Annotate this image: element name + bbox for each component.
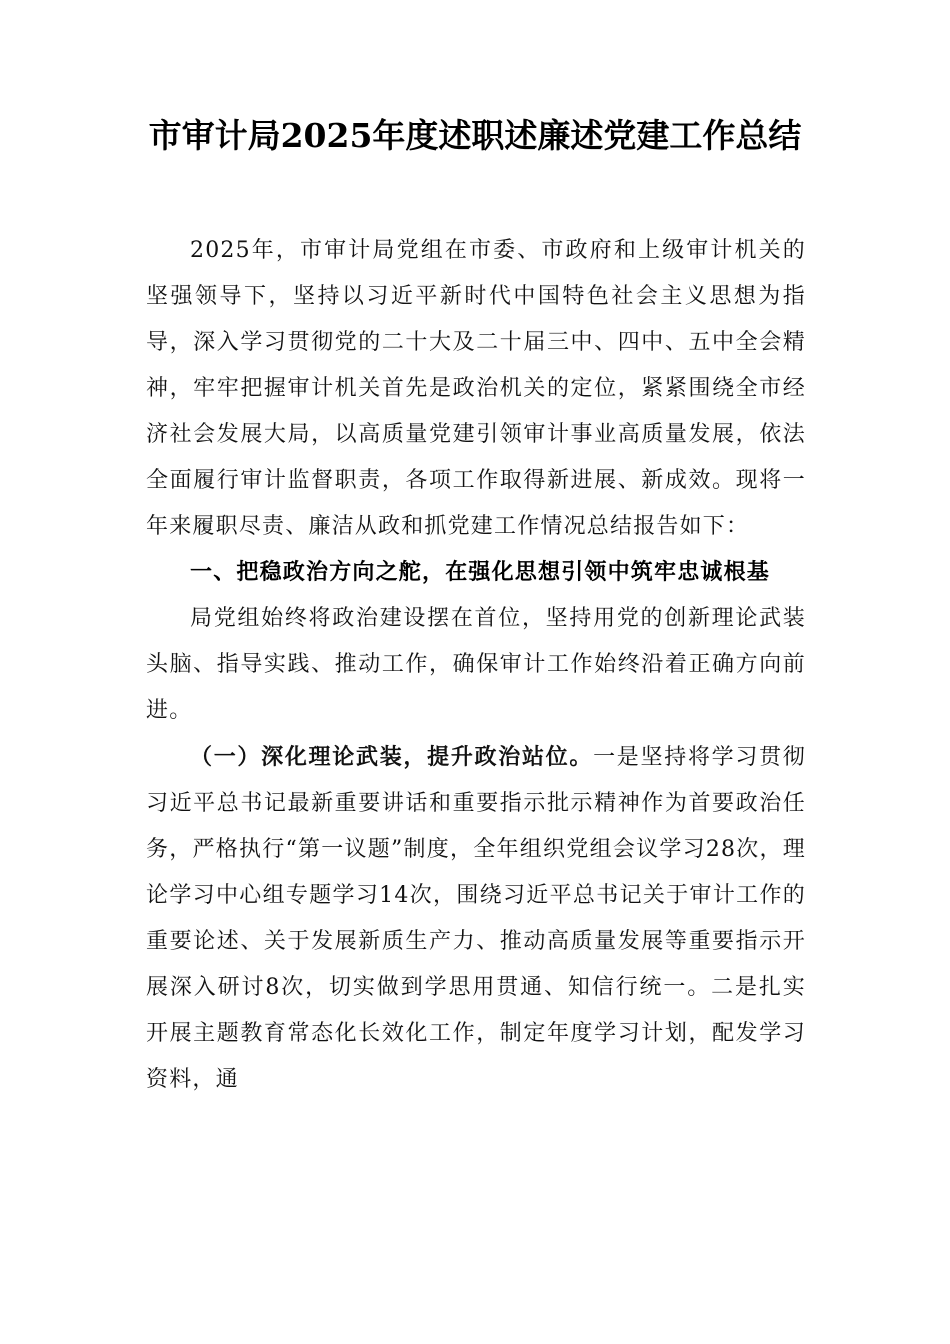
- document-title: 市审计局2025年度述职述廉述党建工作总结: [148, 116, 802, 155]
- subsection-lead: （一）深化理论武装，提升政治站位。: [190, 744, 594, 770]
- subsection-body: 一是坚持将学习贯彻习近平总书记最新重要讲话和重要指示批示精神作为首要政治任务，严格执行“第一议题”制度，全年组织党组会议学习28次，理论学习中心组专题学习14次，围绕习近平总书记关于审计工作的重要论述、关于发展新质生产力、推动高质量发展等重要指示开展深入研讨8次，切实做到学思用贯通、知信行统一。二是扎实开展主题教育常态化长效化工作，制定年度学习计划，配发学习资料，通: [146, 745, 806, 1092]
- document-body: [146, 228, 806, 1103]
- section-heading: 一、把稳政治方向之舵，在强化思想引领中筑牢忠诚根基: [190, 560, 771, 585]
- intro-paragraph: 2025年，市审计局党组在市委、市政府和上级审计机关的坚强领导下，坚持以习近平新时代中国特色社会主义思想为指导，深入学习贯彻党的二十大及二十届三中、四中、五中全会精神，牢牢把握审计机关首先是政治机关的定位，紧紧围绕全市经济社会发展大局，以高质量党建引领审计事业高质量发展，依法全面履行审计监督职责，各项工作取得新进展、新成效。现将一年来履职尽责、廉洁从政和抓党建工作情况总结报告如下：: [146, 238, 806, 539]
- subsection-paragraph: [146, 734, 806, 1103]
- section-paragraph: 局党组始终将政治建设摆在首位，坚持用党的创新理论武装头脑、指导实践、推动工作，确保审计工作始终沿着正确方向前进。: [146, 606, 806, 723]
